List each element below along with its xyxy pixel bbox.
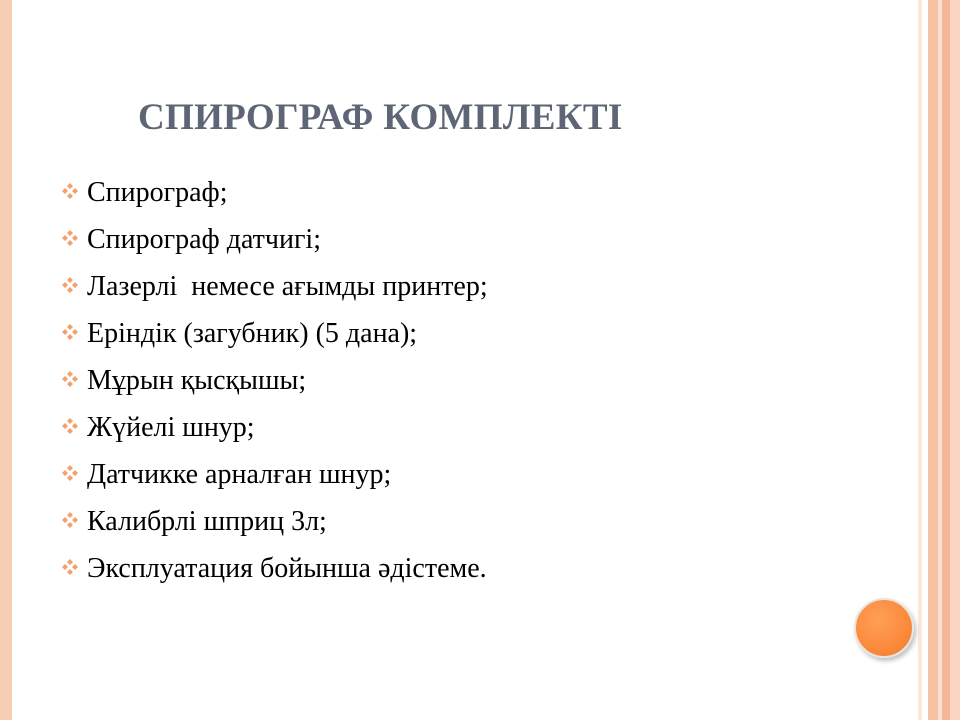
list-item xyxy=(60,219,488,266)
list-item-text: Лазерлі немесе ағымды принтер; xyxy=(87,271,488,302)
list-item-text: Мұрын қысқышы; xyxy=(87,365,307,396)
diamond-bullet-icon xyxy=(60,416,80,436)
slide-title: СПИРОГРАФ КОМПЛЕКТІ xyxy=(138,97,623,138)
diamond-bullet-icon xyxy=(60,510,80,530)
list-item-text: Спирограф; xyxy=(87,177,228,208)
list-item-text: Эксплуатация бойынша әдістеме. xyxy=(87,553,487,584)
list-item-text: Калибрлі шприц 3л; xyxy=(87,506,327,537)
list-item xyxy=(60,454,488,501)
list-item-text: Спирограф датчигі; xyxy=(87,224,321,255)
diamond-bullet-icon xyxy=(60,369,80,389)
right-border-stripes xyxy=(918,0,960,720)
list-item-text: Датчикке арналған шнур; xyxy=(87,459,392,490)
list-item xyxy=(60,407,488,454)
list-item xyxy=(60,501,488,548)
list-item xyxy=(60,313,488,360)
decorative-orange-circle xyxy=(854,598,914,658)
diamond-bullet-icon xyxy=(60,275,80,295)
list-item xyxy=(60,548,488,595)
list-item xyxy=(60,360,488,407)
diamond-bullet-icon xyxy=(60,228,80,248)
list-item-text: Еріндік (загубник) (5 дана); xyxy=(87,318,418,349)
diamond-bullet-icon xyxy=(60,181,80,201)
list-item xyxy=(60,266,488,313)
bullet-list xyxy=(60,172,488,595)
list-item-text: Жүйелі шнур; xyxy=(87,412,255,443)
diamond-bullet-icon xyxy=(60,463,80,483)
list-item xyxy=(60,172,488,219)
diamond-bullet-icon xyxy=(60,322,80,342)
left-border-stripe xyxy=(0,0,12,720)
diamond-bullet-icon xyxy=(60,557,80,577)
